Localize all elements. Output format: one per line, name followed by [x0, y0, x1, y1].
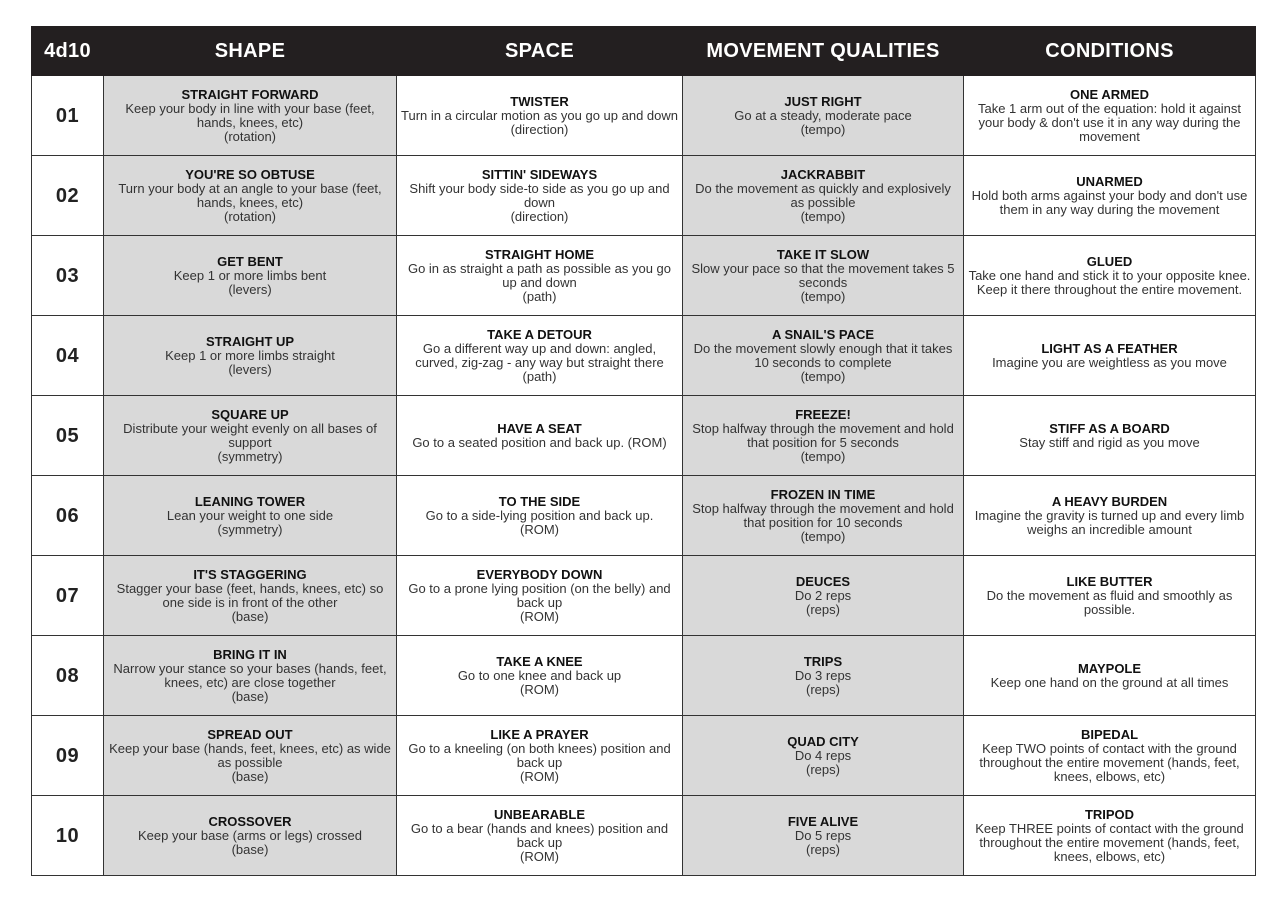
- cell-title: TAKE IT SLOW: [776, 246, 870, 262]
- conditions-cell: [964, 396, 1256, 476]
- cell-title: BRING IT IN: [213, 646, 287, 662]
- cell-title: QUAD CITY: [787, 733, 859, 749]
- cell-sub: (tempo): [800, 368, 846, 384]
- shape-cell: [104, 636, 397, 716]
- cell-sub: (reps): [806, 681, 840, 697]
- shape-cell: [104, 76, 397, 156]
- cell-desc: Do 4 reps: [794, 747, 852, 763]
- cell-desc: Narrow your stance so your bases (hands, feet, knees, etc) are close together: [113, 660, 387, 690]
- table-row: [32, 556, 1256, 636]
- shape-cell: [104, 236, 397, 316]
- cell-title: FIVE ALIVE: [787, 813, 859, 829]
- table-row: [32, 236, 1256, 316]
- cell-desc: Go to a seated position and back up. (ROM): [412, 434, 667, 450]
- cell-desc: Do the movement as fluid and smoothly as possible.: [986, 587, 1233, 617]
- shape-cell: [104, 316, 397, 396]
- cell-sub: (direction): [510, 121, 569, 137]
- movement-qualities-cell: [683, 236, 964, 316]
- cell-sub: (tempo): [800, 448, 846, 464]
- cell-desc: Go to a prone lying position (on the belly) and back up: [408, 580, 671, 610]
- movement-qualities-cell: [683, 316, 964, 396]
- cell-desc: Go at a steady, moderate pace: [734, 107, 912, 123]
- shape-cell: [104, 796, 397, 876]
- cell-title: STRAIGHT HOME: [484, 246, 595, 262]
- table-row: [32, 396, 1256, 476]
- cell-title: TRIPS: [803, 653, 843, 669]
- header-row: [32, 27, 1256, 76]
- cell-desc: Go to a bear (hands and knees) position and back up: [410, 820, 669, 850]
- cell-desc: Do the movement slowly enough that it takes 10 seconds to complete: [693, 340, 953, 370]
- cell-desc: Take one hand and stick it to your opposite knee. Keep it there throughout the entire movement.: [968, 267, 1251, 297]
- conditions-cell: [964, 236, 1256, 316]
- cell-desc: Keep THREE points of contact with the ground throughout the entire movement (hands, feet, knees, elbows, etc): [975, 820, 1244, 864]
- cell-sub: (ROM): [520, 608, 559, 624]
- cell-desc: Keep 1 or more limbs bent: [173, 267, 327, 283]
- cell-title: SITTIN' SIDEWAYS: [481, 166, 598, 182]
- cell-sub: (symmetry): [217, 448, 283, 464]
- conditions-cell: [964, 716, 1256, 796]
- cell-desc: Stop halfway through the movement and hold that position for 10 seconds: [692, 500, 954, 530]
- cell-desc: Go in as straight a path as possible as you go up and down: [407, 260, 672, 290]
- cell-desc: Do 2 reps: [794, 587, 852, 603]
- table-row: [32, 636, 1256, 716]
- movement-qualities-cell: [683, 636, 964, 716]
- shape-cell: [104, 476, 397, 556]
- cell-sub: (base): [231, 841, 269, 857]
- conditions-cell: [964, 636, 1256, 716]
- cell-desc: Shift your body side-to side as you go up and down: [409, 180, 670, 210]
- space-cell: [397, 636, 683, 716]
- header-space: SPACE: [397, 27, 683, 76]
- movement-qualities-cell: [683, 796, 964, 876]
- cell-title: LEANING TOWER: [194, 493, 306, 509]
- cell-title: FROZEN IN TIME: [770, 486, 876, 502]
- conditions-cell: [964, 796, 1256, 876]
- shape-cell: [104, 156, 397, 236]
- cell-title: TWISTER: [510, 93, 569, 109]
- cell-title: GLUED: [1086, 253, 1133, 269]
- cell-sub: (base): [231, 768, 269, 784]
- cell-desc: Turn in a circular motion as you go up and down: [401, 107, 679, 123]
- cell-desc: Keep your base (arms or legs) crossed: [138, 827, 362, 843]
- cell-title: LIKE BUTTER: [1066, 573, 1153, 589]
- movement-qualities-cell: [683, 396, 964, 476]
- space-cell: [397, 316, 683, 396]
- cell-sub: (rotation): [223, 208, 277, 224]
- space-cell: [397, 716, 683, 796]
- cell-sub: (ROM): [520, 848, 559, 864]
- space-cell: [397, 556, 683, 636]
- cell-sub: (ROM): [520, 681, 559, 697]
- space-cell: [397, 76, 683, 156]
- cell-sub: (levers): [228, 281, 272, 297]
- cell-title: JACKRABBIT: [780, 166, 866, 182]
- cell-sub: (ROM): [520, 768, 559, 784]
- cell-title: YOU'RE SO OBTUSE: [185, 166, 315, 182]
- cell-sub: (tempo): [800, 208, 846, 224]
- cell-title: CROSSOVER: [208, 813, 292, 829]
- cell-title: SPREAD OUT: [207, 726, 293, 742]
- cell-sub: (tempo): [800, 288, 846, 304]
- cell-sub: (base): [231, 608, 269, 624]
- cell-sub: (levers): [228, 361, 272, 377]
- row-number: 08: [32, 636, 104, 716]
- cell-sub: (reps): [806, 601, 840, 617]
- movement-qualities-cell: [683, 716, 964, 796]
- conditions-cell: [964, 476, 1256, 556]
- cell-title: HAVE A SEAT: [497, 420, 582, 436]
- row-number: 02: [32, 156, 104, 236]
- cell-title: TRIPOD: [1084, 806, 1135, 822]
- cell-desc: Go to a kneeling (on both knees) position and back up: [408, 740, 671, 770]
- cell-sub: (symmetry): [217, 521, 283, 537]
- cell-title: FREEZE!: [795, 406, 851, 422]
- cell-title: BIPEDAL: [1080, 726, 1139, 742]
- cell-desc: Go to one knee and back up: [457, 667, 622, 683]
- space-cell: [397, 476, 683, 556]
- cell-title: SQUARE UP: [211, 406, 289, 422]
- cell-desc: Keep your body in line with your base (feet, hands, knees, etc): [125, 100, 375, 130]
- cell-title: TAKE A DETOUR: [487, 326, 592, 342]
- dice-table: [31, 26, 1256, 876]
- space-cell: [397, 396, 683, 476]
- cell-title: TO THE SIDE: [498, 493, 581, 509]
- table-row: [32, 716, 1256, 796]
- cell-title: STRAIGHT FORWARD: [181, 86, 319, 102]
- conditions-cell: [964, 76, 1256, 156]
- cell-desc: Go a different way up and down: angled, curved, zig-zag - any way but straight there: [415, 340, 664, 370]
- conditions-cell: [964, 156, 1256, 236]
- header-shape: SHAPE: [104, 27, 397, 76]
- cell-title: ONE ARMED: [1070, 86, 1149, 102]
- cell-title: EVERYBODY DOWN: [476, 566, 603, 582]
- cell-sub: (reps): [806, 841, 840, 857]
- cell-sub: (rotation): [223, 128, 277, 144]
- cell-desc: Hold both arms against your body and don't use them in any way during the movement: [971, 187, 1248, 217]
- cell-sub: (tempo): [800, 121, 846, 137]
- row-number: 09: [32, 716, 104, 796]
- cell-title: JUST RIGHT: [784, 93, 862, 109]
- cell-title: LIKE A PRAYER: [490, 726, 589, 742]
- row-number: 10: [32, 796, 104, 876]
- movement-qualities-cell: [683, 556, 964, 636]
- cell-desc: Stay stiff and rigid as you move: [1019, 434, 1200, 450]
- row-number: 06: [32, 476, 104, 556]
- header-movement-qualities: MOVEMENT QUALITIES: [683, 27, 964, 76]
- cell-desc: Take 1 arm out of the equation: hold it against your body & don't use it in any way during the movement: [977, 100, 1242, 144]
- table-row: [32, 156, 1256, 236]
- cell-title: UNBEARABLE: [494, 806, 585, 822]
- cell-desc: Distribute your weight evenly on all bases of support: [123, 420, 377, 450]
- cell-desc: Keep one hand on the ground at all times: [990, 674, 1229, 690]
- row-number: 03: [32, 236, 104, 316]
- space-cell: [397, 156, 683, 236]
- header-conditions: CONDITIONS: [964, 27, 1256, 76]
- cell-desc: Do 5 reps: [794, 827, 852, 843]
- cell-title: STRAIGHT UP: [205, 333, 295, 349]
- cell-sub: (path): [522, 368, 557, 384]
- cell-title: MAYPOLE: [1077, 660, 1142, 676]
- row-number: 01: [32, 76, 104, 156]
- movement-qualities-cell: [683, 476, 964, 556]
- cell-desc: Imagine you are weightless as you move: [992, 354, 1227, 370]
- cell-title: STIFF AS A BOARD: [1049, 420, 1170, 436]
- movement-qualities-cell: [683, 76, 964, 156]
- header-dice: 4d10: [32, 27, 104, 76]
- shape-cell: [104, 716, 397, 796]
- cell-sub: (ROM): [520, 521, 559, 537]
- cell-desc: Stop halfway through the movement and hold that position for 5 seconds: [692, 420, 954, 450]
- cell-desc: Lean your weight to one side: [166, 507, 334, 523]
- space-cell: [397, 236, 683, 316]
- space-cell: [397, 796, 683, 876]
- cell-title: GET BENT: [217, 253, 283, 269]
- movement-qualities-cell: [683, 156, 964, 236]
- cell-desc: Go to a side-lying position and back up.: [425, 507, 654, 523]
- cell-sub: (path): [522, 288, 557, 304]
- row-number: 05: [32, 396, 104, 476]
- cell-sub: (direction): [510, 208, 569, 224]
- table-row: [32, 796, 1256, 876]
- cell-title: LIGHT AS A FEATHER: [1041, 340, 1178, 356]
- cell-desc: Keep 1 or more limbs straight: [165, 347, 335, 363]
- cell-title: IT'S STAGGERING: [193, 566, 307, 582]
- cell-desc: Imagine the gravity is turned up and every limb weighs an incredible amount: [974, 507, 1245, 537]
- cell-sub: (reps): [806, 761, 840, 777]
- cell-title: A SNAIL'S PACE: [771, 326, 875, 342]
- cell-sub: (tempo): [800, 528, 846, 544]
- cell-desc: Slow your pace so that the movement takes 5 seconds: [691, 260, 955, 290]
- cell-title: TAKE A KNEE: [496, 653, 583, 669]
- table-row: [32, 476, 1256, 556]
- cell-desc: Do 3 reps: [794, 667, 852, 683]
- cell-sub: (base): [231, 688, 269, 704]
- cell-title: A HEAVY BURDEN: [1051, 493, 1168, 509]
- cell-desc: Stagger your base (feet, hands, knees, etc) so one side is in front of the other: [116, 580, 384, 610]
- cell-desc: Keep TWO points of contact with the ground throughout the entire movement (hands, feet, knees, elbows, etc): [979, 740, 1240, 784]
- table-row: [32, 76, 1256, 156]
- row-number: 04: [32, 316, 104, 396]
- cell-title: UNARMED: [1076, 173, 1143, 189]
- cell-desc: Do the movement as quickly and explosively as possible: [695, 180, 951, 210]
- row-number: 07: [32, 556, 104, 636]
- cell-desc: Keep your base (hands, feet, knees, etc) as wide as possible: [109, 740, 391, 770]
- conditions-cell: [964, 556, 1256, 636]
- cell-desc: Turn your body at an angle to your base (feet, hands, knees, etc): [118, 180, 382, 210]
- cell-title: DEUCES: [795, 573, 851, 589]
- shape-cell: [104, 556, 397, 636]
- table-row: [32, 316, 1256, 396]
- conditions-cell: [964, 316, 1256, 396]
- shape-cell: [104, 396, 397, 476]
